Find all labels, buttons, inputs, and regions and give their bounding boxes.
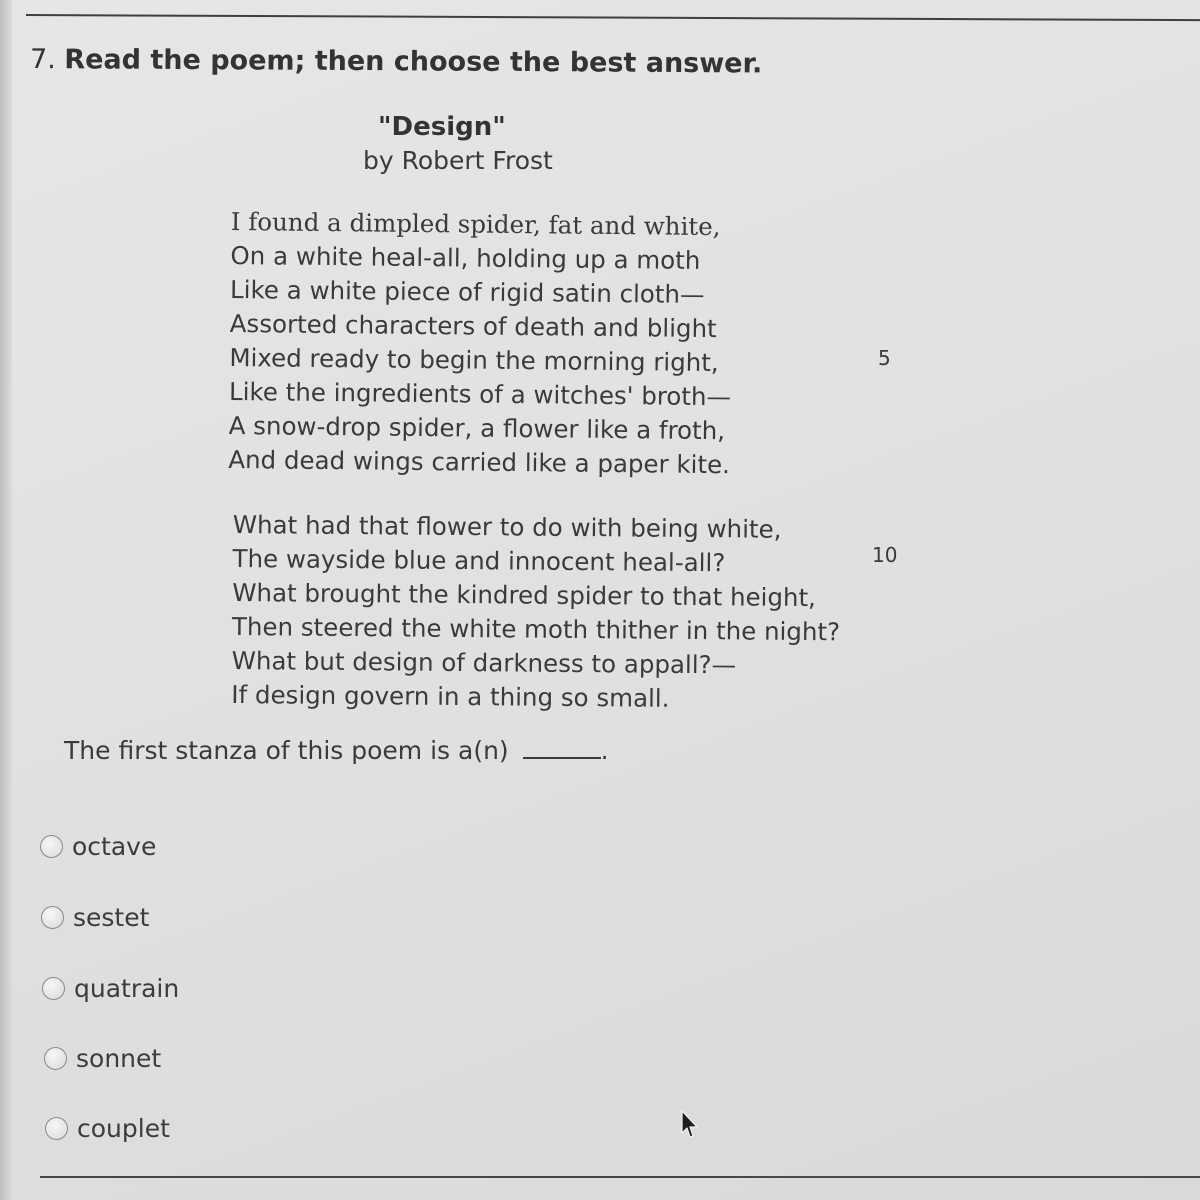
poem-line: What brought the kindred spider to that height, [232,577,817,613]
radio-button[interactable] [45,1117,68,1140]
bottom-divider [40,1176,1200,1178]
option-label: sonnet [76,1044,162,1073]
answer-blank [523,737,601,759]
radio-button[interactable] [40,835,63,858]
option-couplet[interactable] [45,1114,170,1143]
prompt-text: The first stanza of this poem is a(n) [64,736,509,765]
poem-line: Like a white piece of rigid satin cloth— [229,274,705,309]
poem-line: I found a dimpled spider, fat and white, [230,206,721,242]
stanza-1 [228,205,733,482]
poem-line: What had that flower to do with being white, [232,509,782,544]
radio-button[interactable] [41,906,64,929]
question-number: 7. [29,44,56,76]
option-label: couplet [77,1114,170,1143]
poem-line: Assorted characters of death and blight [229,308,717,344]
poem-line: And dead wings carried like a paper kite. [228,444,731,480]
poem-line: On a white heal-all, holding up a moth [230,240,701,275]
stanza-2 [231,508,841,717]
poem-title: "Design" [378,112,506,142]
question-prompt [64,736,609,765]
option-octave[interactable] [40,832,156,861]
option-label: octave [72,832,157,861]
radio-button[interactable] [42,977,65,1000]
line-number-10: 10 [872,543,898,567]
top-divider [26,14,1200,21]
option-label: quatrain [74,974,180,1003]
prompt-end: . [600,736,609,765]
mouse-pointer-icon [675,1108,701,1142]
question-instruction: Read the poem; then choose the best answer. [64,44,763,80]
option-label: sestet [73,903,150,932]
poem-line: What but design of darkness to appall?— [231,645,737,680]
poem-line: The wayside blue and innocent heal-all? [232,543,726,578]
poem-line: Then steered the white moth thither in the night? [231,611,841,647]
poem-line: If design govern in a thing so small. [231,679,670,713]
line-number-5: 5 [878,346,891,370]
poem-author: by Robert Frost [363,146,553,175]
question-header [30,44,762,79]
poem-line: Mixed ready to begin the morning right, [229,342,719,378]
option-sonnet[interactable] [44,1044,161,1073]
poem-line: A snow-drop spider, a flower like a froth, [228,410,726,446]
radio-button[interactable] [44,1047,67,1070]
option-quatrain[interactable] [42,974,179,1003]
option-sestet[interactable] [41,903,149,932]
screen-left-edge [0,0,12,1200]
poem-line: Like the ingredients of a witches' broth— [228,376,732,412]
